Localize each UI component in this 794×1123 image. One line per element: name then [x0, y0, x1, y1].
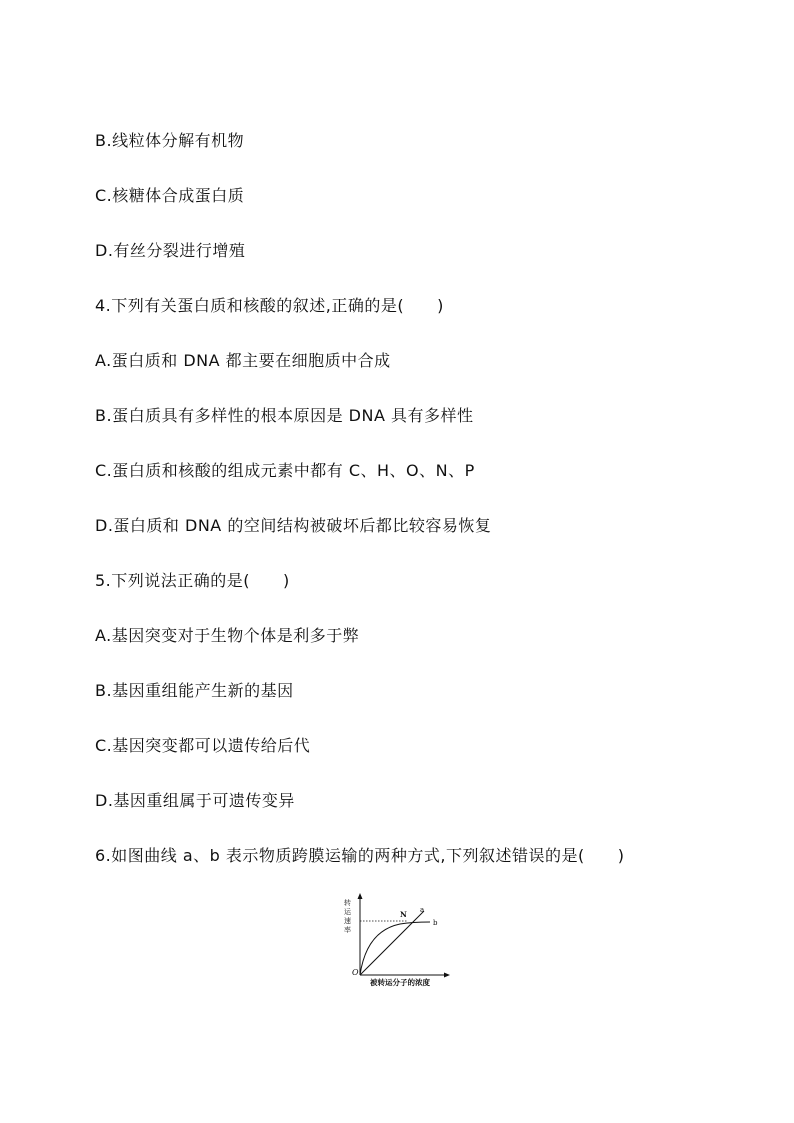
x-axis-arrow [444, 973, 450, 978]
y-axis-label-1: 转 [344, 899, 351, 907]
y-axis-arrow [358, 893, 363, 899]
point-n-label: N [400, 910, 407, 919]
option-4a: A.蛋白质和 DNA 都主要在细胞质中合成 [95, 351, 391, 370]
question-6: 6.如图曲线 a、b 表示物质跨膜运输的两种方式,下列叙述错误的是( ) [95, 846, 625, 865]
question-5: 5.下列说法正确的是( ) [95, 571, 290, 590]
option-4b: B.蛋白质具有多样性的根本原因是 DNA 具有多样性 [95, 406, 474, 425]
curve-b-label: b [433, 919, 438, 927]
option-5c: C.基因突变都可以遗传给后代 [95, 736, 311, 755]
option-5d: D.基因重组属于可遗传变异 [95, 791, 295, 810]
curve-a [360, 911, 424, 975]
x-axis-label: 被转运分子的浓度 [370, 978, 430, 987]
option-3d: D.有丝分裂进行增殖 [95, 241, 246, 260]
option-4c: C.蛋白质和核酸的组成元素中都有 C、H、O、N、P [95, 461, 475, 480]
option-5b: B.基因重组能产生新的基因 [95, 681, 294, 700]
option-4d: D.蛋白质和 DNA 的空间结构被破坏后都比较容易恢复 [95, 516, 492, 535]
curve-b [360, 922, 430, 975]
y-axis-label-4: 率 [344, 926, 351, 934]
transport-rate-figure [340, 893, 460, 988]
y-axis-label-2: 运 [344, 908, 351, 916]
option-5a: A.基因突变对于生物个体是利多于弊 [95, 626, 360, 645]
origin-label: O [352, 968, 359, 977]
option-3b: B.线粒体分解有机物 [95, 131, 245, 150]
y-axis-label-3: 速 [344, 917, 351, 925]
option-3c: C.核糖体合成蛋白质 [95, 186, 245, 205]
curve-a-label: a [420, 906, 425, 914]
question-4: 4.下列有关蛋白质和核酸的叙述,正确的是( ) [95, 296, 444, 315]
